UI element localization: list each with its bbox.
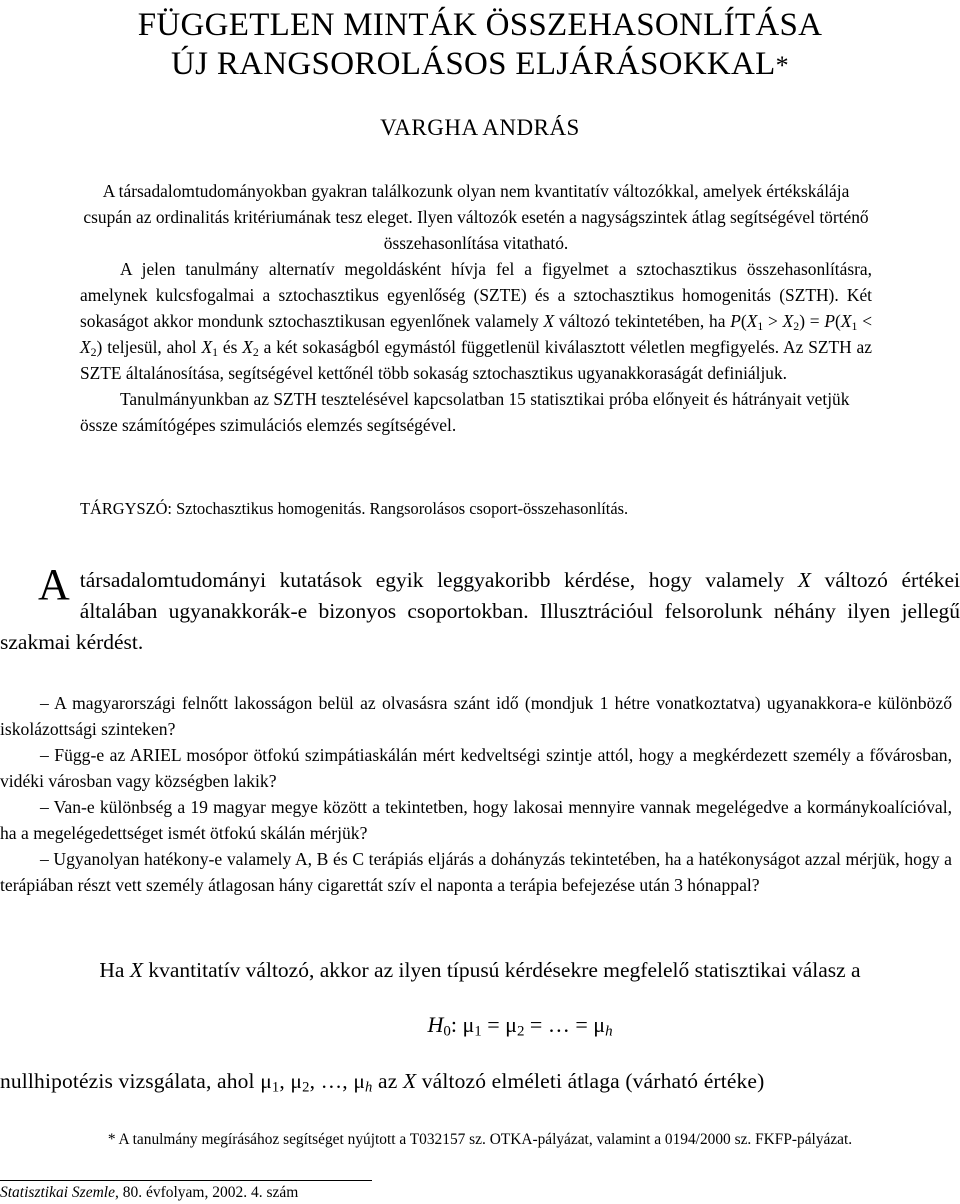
author-name: VARGHA ANDRÁS xyxy=(380,115,580,140)
title-line-2: ÚJ RANGSOROLÁSOS ELJÁRÁSOKKAL* xyxy=(171,46,789,82)
list-item: – Van-e különbség a 19 magyar megye között a tekintetben, hogy lakosai mennyire vannak megelégedve a kormánykoalícióval, ha a megelégedettséget ismét ötfokú skálán mérjük? xyxy=(0,797,952,843)
body-paragraph: Ha X kvantitatív változó, akkor az ilyen típusú kérdésekre megfelelő statisztikai válasz a xyxy=(99,958,861,982)
drop-cap: A xyxy=(38,560,70,609)
abstract xyxy=(80,178,872,438)
article-title xyxy=(40,6,920,85)
list-item: – Függ-e az ARIEL mosópor ötfokú szimpátiaskálán mért kedveltségi szintje attól, hogy a megkérdezett személy a fővárosban, vidéki városban vagy községben lakik? xyxy=(0,745,952,791)
keywords: TÁRGYSZÓ: Sztochasztikus homogenitás. Rangsorolásos csoport-összehasonlítás. xyxy=(80,499,629,518)
lead-paragraph: A társadalomtudományi kutatások egyik leggyakoribb kérdése, hogy valamely X változó értékei általában ugyanakkorák-e bizonyos csoportokban. Illusztrációul felsorolunk néhány ilyen jellegű szakmai kérdést. xyxy=(0,560,960,654)
title-footnote-star: * xyxy=(775,51,789,80)
abstract-paragraph-1: A társadalomtudományokban gyakran találkozunk olyan nem kvantitatív változókkal, amelyek értékskálája csupán az ordinalitás kritériumának tesz eleget. Ilyen változók esetén a nagyságszintek átlag segítségével történő összehasonlítása vitatható. xyxy=(83,181,869,253)
journal-name: Statisztikai Szemle xyxy=(0,1184,115,1201)
question-list xyxy=(0,690,952,898)
abstract-paragraph-3: Tanulmányunkban az SZTH tesztelésével kapcsolatban 15 statisztikai próba előnyeit és hátrányait vetjük össze számítógépes szimulációs elemzés segítségével. xyxy=(80,389,850,435)
null-hypothesis-equation: $H_0$: $\mu_1 = \mu_2$ = … = $\mu_h$ xyxy=(427,1012,613,1040)
abstract-paragraph-2: A jelen tanulmány alternatív megoldásként hívja fel a figyelmet a sztochasztikus összehasonlításra, amelynek kulcsfogalmai a sztochasztikus egyenlőség (SZTE) és a sztochasztikus homogenitás (SZTH). Két sokaságot akkor mondunk sztochasztikusan egyenlőnek valamely X változó tekintetében, ha $P(X_1 > X_2) = P(X_1 < X_2)$ teljesül, ahol $X_1$ és $X_2$ a két sokaságból egymástól függetlenül kiválasztott véletlen megfigyelés. Az SZTH az SZTE általánosítása, segítségével kettőnél több sokaság sztochasztikus ugyanakkoraságát definiáljuk. xyxy=(80,259,873,383)
title-line-1: FÜGGETLEN MINTÁK ÖSSZEHASONLÍTÁSA xyxy=(137,7,823,43)
list-item: – A magyarországi felnőtt lakosságon belül az olvasásra szánt idő (mondjuk 1 hétre vonatkoztatva) ugyanakkora-e különböző iskolázottsági szinteken? xyxy=(0,693,952,739)
footer-divider xyxy=(0,1180,372,1181)
body-paragraph: nullhipotézis vizsgálata, ahol $\mu_1$, $\mu_2$, …, $\mu_h$ az X változó elméleti átlaga (várható értéke) xyxy=(0,1069,765,1096)
journal-footer: Statisztikai Szemle, 80. évfolyam, 2002. 4. szám xyxy=(0,1184,299,1201)
footnote: * A tanulmány megírásához segítséget nyújtott a T032157 sz. OTKA-pályázat, valamint a 0194/2000 sz. FKFP-pályázat. xyxy=(107,1131,853,1148)
list-item: – Ugyanolyan hatékony-e valamely A, B és C terápiás eljárás a dohányzás tekintetében, ha a hatékonyságot azzal mérjük, hogy a terápiában részt vett személy átlagosan hány cigarettát szív el naponta a terápia befejezése után 3 hónappal? xyxy=(0,849,952,895)
